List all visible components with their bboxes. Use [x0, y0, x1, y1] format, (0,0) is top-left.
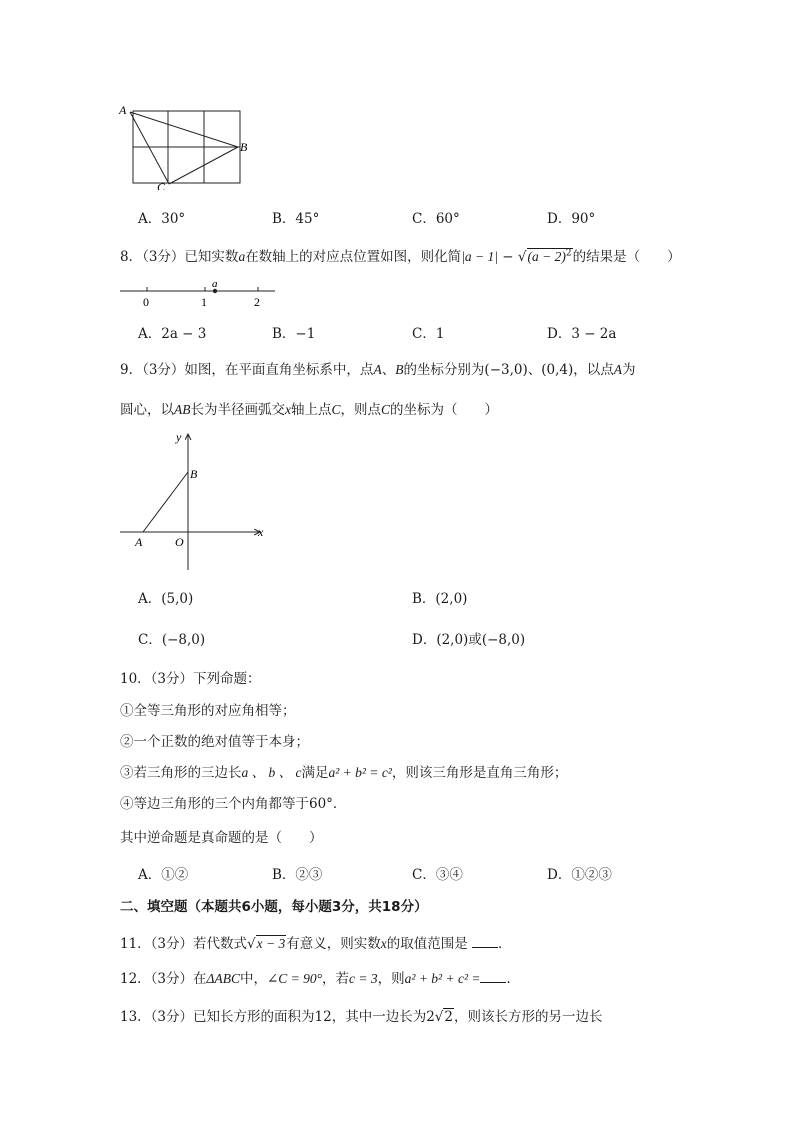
q9-option-d[interactable]: D．(2,0)或(−8,0) — [412, 632, 526, 648]
q11-answer-blank[interactable] — [472, 935, 498, 948]
q9-label-a: A — [135, 535, 143, 549]
q9-label-o: O — [175, 535, 184, 549]
q10-option-b[interactable]: B．②③ — [272, 867, 323, 883]
q8-stem: 8．（3分）已知实数a在数轴上的对应点位置如图，则化简$|a - 1| - √(a - 2)^2$的结果是（ ） — [120, 248, 681, 265]
section-2-heading: 二、填空题（本题共6小题，每小题3分，共18分） — [120, 899, 428, 915]
q8-option-d[interactable]: D．3 − 2a — [547, 326, 617, 342]
q10-item-4: ④等边三角形的三个内角都等于60°． — [120, 796, 347, 812]
q9-label-y: y — [176, 430, 182, 444]
q7-figure — [110, 98, 260, 190]
q7-label-a: A — [119, 103, 127, 117]
q7-option-c[interactable]: C．60° — [412, 211, 460, 227]
q9-label-x: x — [258, 525, 264, 539]
q8-tick-2: 2 — [254, 295, 260, 309]
q11: 11．（3分）若代数式√x − 3有意义，则实数x的取值范围是 ． — [120, 936, 512, 952]
q10-option-d[interactable]: D．①②③ — [547, 867, 612, 883]
q10-ask: 其中逆命题是真命题的是（ ） — [120, 830, 323, 846]
q9-figure — [115, 425, 275, 573]
q8-tick-0: 0 — [143, 295, 149, 309]
q12-answer-blank[interactable] — [480, 970, 506, 983]
q9-label-b: B — [190, 467, 198, 481]
q10-option-a[interactable]: A．①② — [138, 867, 189, 883]
q10-option-c[interactable]: C．③④ — [412, 867, 463, 883]
q7-option-a[interactable]: A．30° — [138, 211, 186, 227]
q7-label-c: C — [157, 180, 166, 190]
q9-option-b[interactable]: B．(2,0) — [412, 591, 468, 607]
q7-label-b: B — [240, 140, 248, 154]
q12: 12．（3分）在ΔABC中，∠C = 90°，若c = 3，则a² + b² + c² = ． — [120, 971, 520, 987]
q7-option-d[interactable]: D．90° — [547, 211, 596, 227]
q7-option-b[interactable]: B．45° — [272, 211, 320, 227]
q9-option-a[interactable]: A．(5,0) — [138, 591, 194, 607]
q8-number-line — [115, 278, 285, 310]
q10-stem: 10．（3分）下列命题： — [120, 671, 261, 687]
q9-stem-line1: 9．（3分）如图，在平面直角坐标系中，点A、B的坐标分别为(−3,0)、(0,4)，以点A为 — [120, 362, 636, 378]
q10-item-2: ②一个正数的绝对值等于本身； — [120, 734, 309, 750]
q8-tick-1: 1 — [201, 295, 207, 309]
q9-stem-line2: 圆心，以AB长为半径画弧交x轴上点C，则点C的坐标为（ ） — [120, 402, 499, 418]
q9-option-c[interactable]: C．(−8,0) — [138, 632, 206, 648]
q10-item-3: ③若三角形的三边长a 、 b 、 c满足a² + b² = c²，则该三角形是直角三角形； — [120, 765, 568, 781]
q8-option-c[interactable]: C．1 — [412, 326, 445, 342]
q8-option-a[interactable]: A．2a − 3 — [138, 326, 207, 342]
q13: 13．（3分）已知长方形的面积为12，其中一边长为2√2，则该长方形的另一边长 — [120, 1009, 603, 1025]
q8-option-b[interactable]: B．−1 — [272, 326, 316, 342]
q10-item-1: ①全等三角形的对应角相等； — [120, 703, 296, 719]
q8-point-a: a — [212, 278, 218, 290]
